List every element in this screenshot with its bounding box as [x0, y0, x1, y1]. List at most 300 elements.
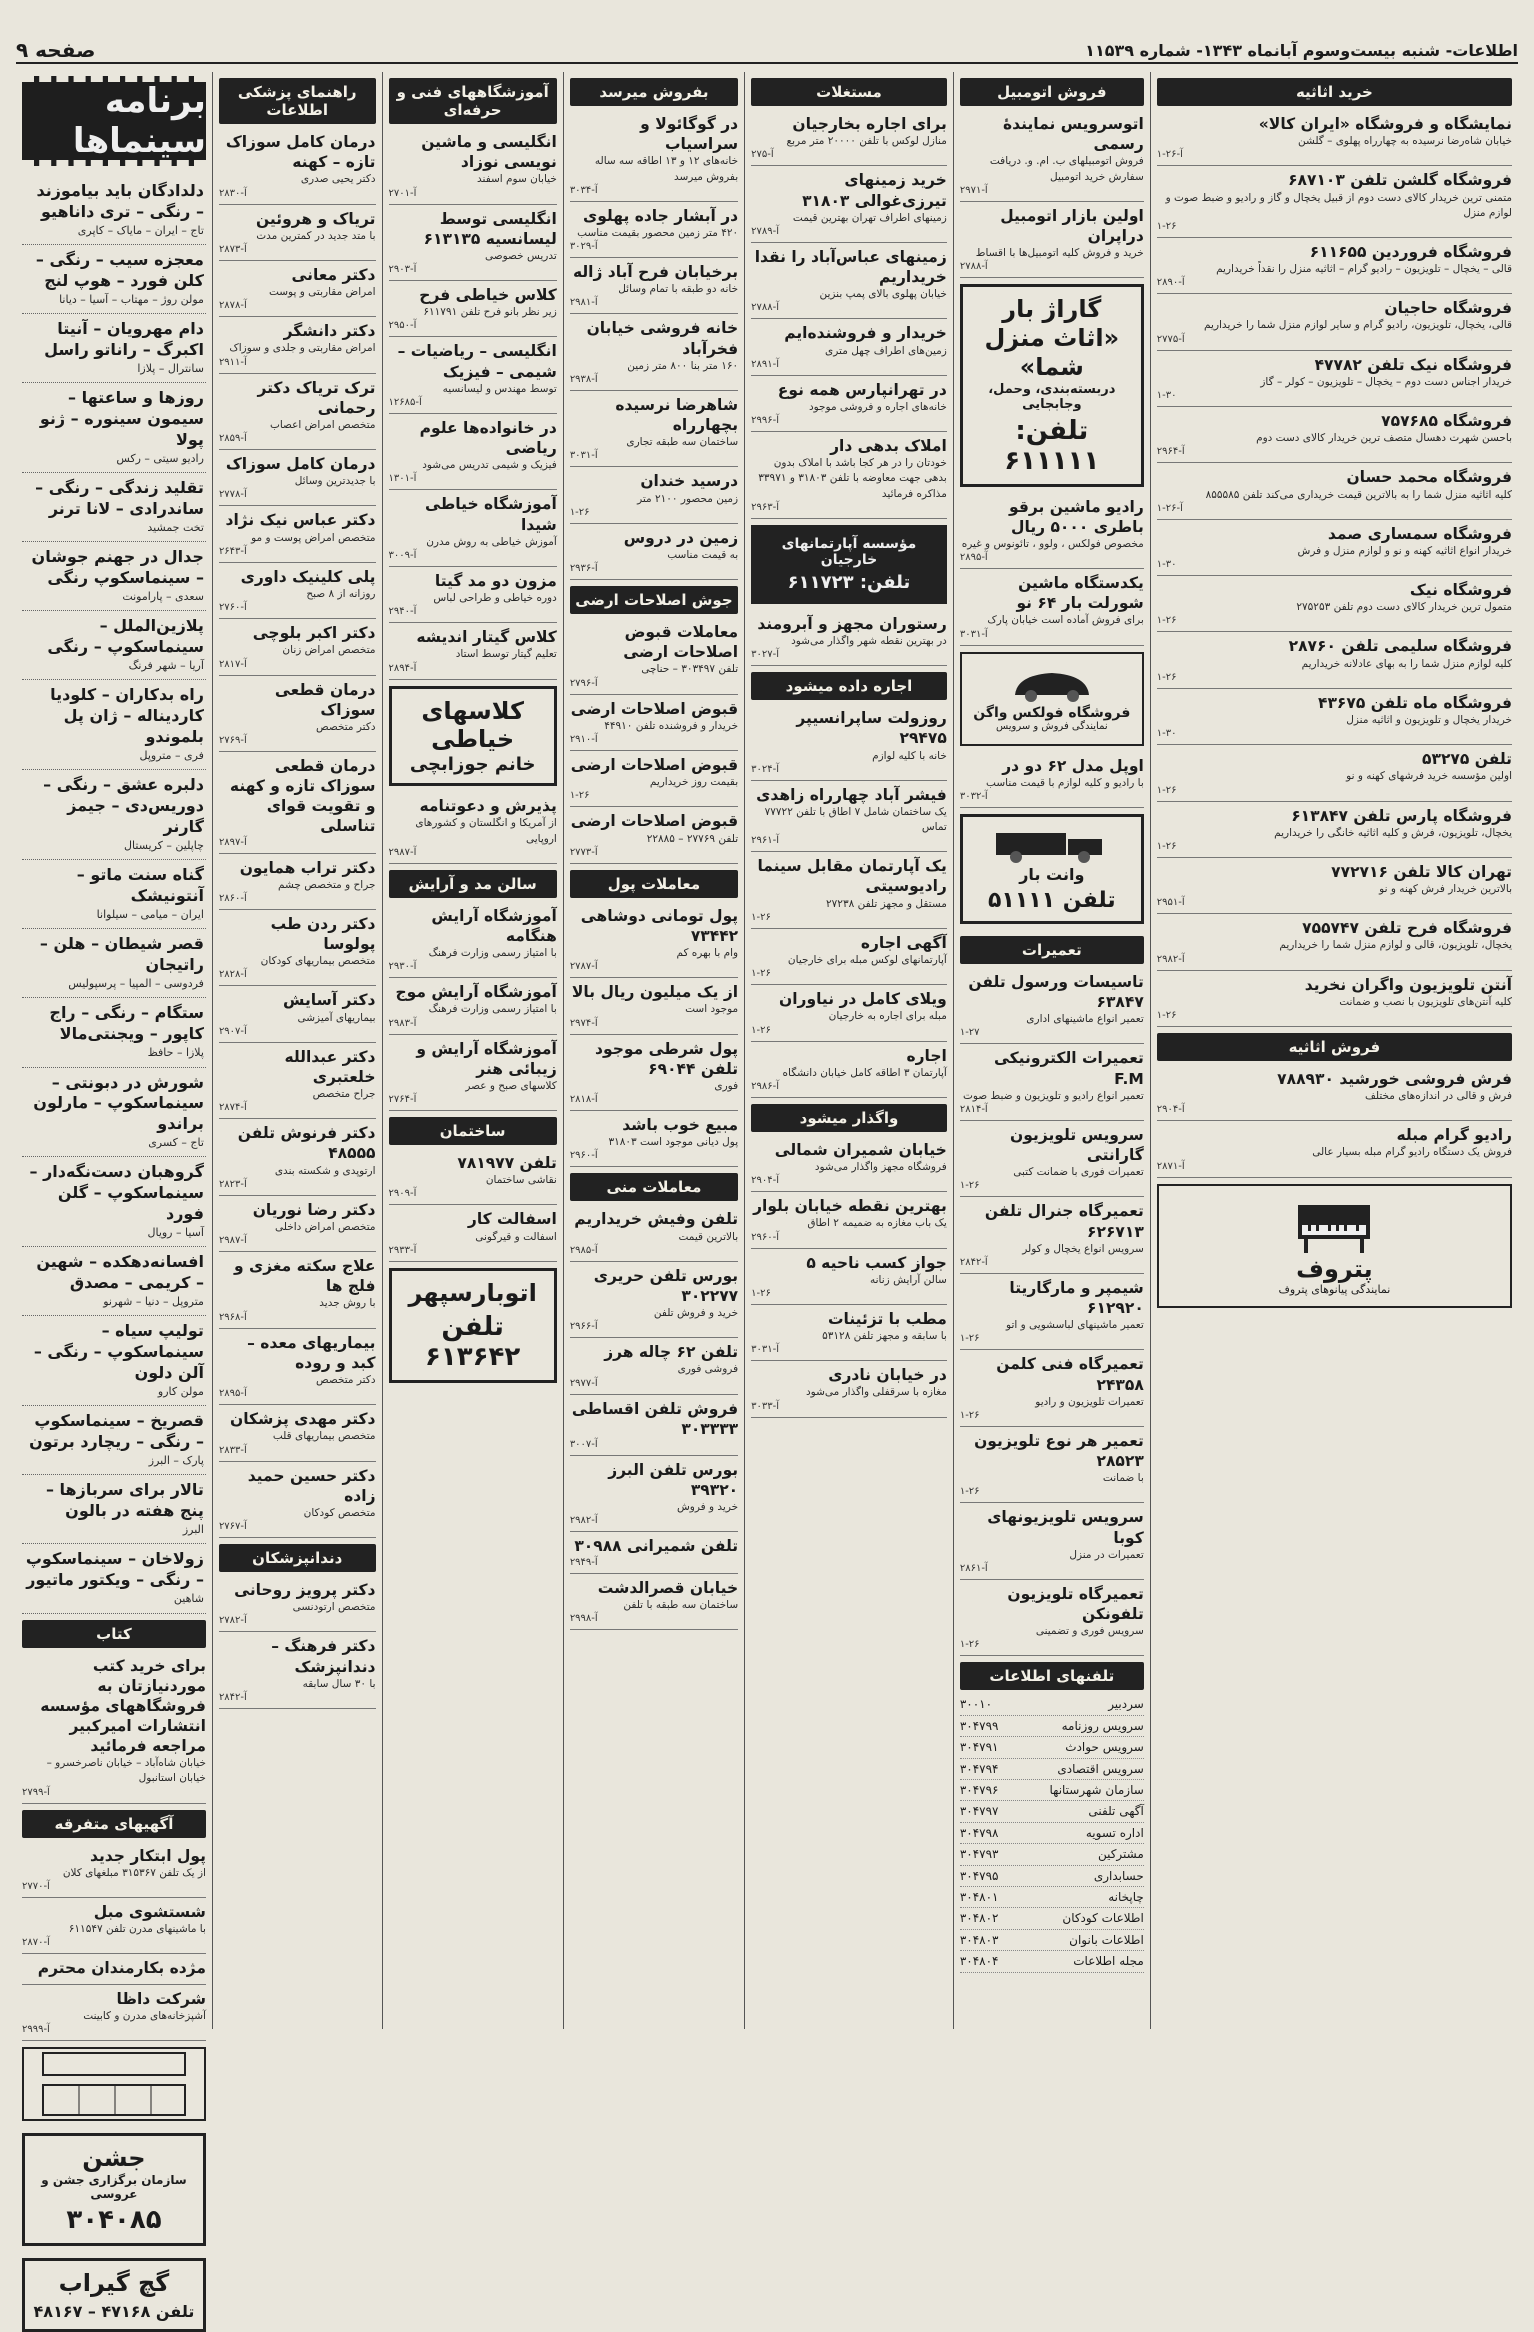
- ad-body: خیابان پهلوی بالای پمپ بنزین: [819, 288, 947, 301]
- ad-title: شیمپر و مارگاریتا ۶۱۲۹۲۰: [1009, 1278, 1144, 1318]
- ad-code: آ-۲۷۰۱: [388, 187, 417, 199]
- ad-body: با روش جدید: [319, 1297, 376, 1310]
- classified-ad: [1157, 463, 1512, 519]
- classified-ad: [570, 1111, 738, 1167]
- classified-ad: [751, 704, 947, 781]
- ad-body: امراض مقاربتی و جلدی و سوزاک: [229, 342, 376, 355]
- ad-code: آ-۲۸۷۳: [218, 243, 247, 255]
- ad-body: باحسن شهرت دهسال متصف ترین خریدار کالای دست دوم: [1256, 432, 1512, 445]
- ad-code: آ-۲۸۶۰: [218, 892, 247, 904]
- ad-title: تلفن ۶۲ چاله هرز: [604, 1343, 739, 1362]
- ad-code: آ-۲۸۹۵: [959, 552, 988, 564]
- classified-ad: [960, 493, 1144, 570]
- ad-title: زمینهای عباس‌آباد را نقدا خریداریم: [754, 247, 947, 286]
- ad-title: فروشگاه حاجیان: [1384, 299, 1512, 318]
- ad-body: زمینهای اطراف تهران بهترین قیمت: [792, 211, 947, 224]
- ad-body: ۴۲۰ متر زمین محصور بقیمت مناسب: [577, 226, 739, 239]
- ad-code: آ-۲۹۱۱: [218, 356, 247, 368]
- section-head-transfer: واگذار میشود: [751, 1104, 947, 1132]
- ad-title: انگلیسی و ماشین نویسی نوزاد: [421, 133, 557, 172]
- cinema-listing: [22, 770, 206, 860]
- ad-body: بقیمت روز خریداریم: [649, 776, 739, 789]
- ad-code: آ-۲۷۹۹: [21, 1786, 50, 1798]
- ad-body: سرویس انواع یخچال و کولر: [1022, 1242, 1144, 1255]
- ad-code: ۱-۲۶: [1156, 220, 1177, 232]
- ad-code: آ-۲۹۸۷: [388, 846, 417, 858]
- classified-ad: [751, 1136, 947, 1192]
- classified-ad: [960, 1274, 1144, 1351]
- ad-list: [389, 902, 557, 1111]
- classified-ad: [389, 1149, 557, 1205]
- cinema-listing: [22, 1544, 206, 1613]
- section-head-construction: ساختمان: [389, 1117, 557, 1145]
- classified-ad: [960, 569, 1144, 646]
- ad-title: درسید خندان: [640, 472, 739, 491]
- ad-title: خرید زمینهای تیرزی‌غوالی ۳۱۸۰۳: [802, 171, 947, 210]
- classified-ad: [22, 1985, 206, 2041]
- ad-list: [751, 110, 947, 519]
- ad-title: درمان قطعی سوزاک: [274, 680, 376, 719]
- phone-row: [960, 1759, 1144, 1780]
- ad-code: آ-۳۰۳۴: [569, 184, 598, 196]
- ad-title: درمان کامل سوزاک تازه – کهنه: [225, 133, 376, 172]
- ad-list: [389, 128, 557, 680]
- ad-title: در تهرانپارس همه نوع: [777, 380, 947, 399]
- section-head-real-estate: مستغلات: [751, 78, 947, 106]
- cinema-listing: [22, 383, 206, 473]
- ad-body: بالاترین قیمت: [678, 1230, 739, 1243]
- ad-code: آ-۲۹۰۹: [388, 1188, 417, 1200]
- column-cinema: [16, 72, 212, 2321]
- ad-body: فروش اتومبیلهای ب. ام. و. دریافت سفارش خرید اتومبیل: [989, 155, 1144, 183]
- cinema-schedule: تاج – ایران – مایاک – کاپری: [77, 223, 204, 237]
- ad-title: فروشگاه سمساری صمد: [1327, 524, 1512, 543]
- phone-row: [960, 1823, 1144, 1844]
- ad-body: با جدیدترین وسائل: [294, 475, 376, 488]
- ad-code: آ-۱۳۰۱: [388, 473, 417, 485]
- banner-phone: تلفن ۴۷۱۶۸ – ۴۸۱۶۷: [33, 2301, 195, 2321]
- ad-code: ۱-۲۶: [1156, 615, 1177, 627]
- classified-ad: [960, 202, 1144, 279]
- ad-body: تعمیر انواع رادیو و تلویزیون و ضبط صوت: [962, 1089, 1144, 1102]
- section-head-buy-furniture: خرید اثاثیه: [1157, 78, 1512, 106]
- ad-code: آ-۲۷۷۸: [218, 489, 247, 501]
- ad-title: دکتر تراب همایون: [239, 858, 376, 877]
- phone-label: سردبیر: [1108, 1697, 1144, 1712]
- classified-ad: [1157, 1065, 1512, 1121]
- ad-code: آ-۲۸۲۸: [218, 969, 247, 981]
- ad-body: تلفن ۲۷۷۶۹ – ۲۲۸۸۵: [646, 832, 739, 845]
- film-title: دلبره عشق – رنگی – دوریس‌دی – جیمز گارنر: [43, 775, 204, 836]
- phone-number: ۳۰۴۷۹۹: [959, 1718, 999, 1733]
- ad-body: فروشی فوری: [677, 1363, 739, 1376]
- classified-ad: [219, 1462, 376, 1539]
- banner-phone: تلفن ۶۱۳۶۴۲: [425, 1311, 521, 1372]
- phone-label: مجله اطلاعات: [1073, 1954, 1144, 1969]
- ad-body: با رادیو و کلیه لوازم با قیمت مناسب: [986, 776, 1144, 789]
- classified-ad: [389, 1035, 557, 1112]
- vw-subtitle: نمایندگی فروش و سرویس: [995, 721, 1108, 733]
- ad-body: آپارتمان ۳ اطاقه کامل خیابان دانشگاه: [782, 1066, 947, 1079]
- ad-body: بالاترین خریدار فرش کهنه و نو: [1379, 883, 1512, 896]
- ad-body: تعمیر انواع ماشینهای اداری: [1026, 1013, 1144, 1026]
- ad-code: آ-۲۹۸۶: [751, 1080, 779, 1092]
- film-title: زولاخان – سینماسکوپ – رنگی – ویکتور ماتیور: [25, 1549, 204, 1590]
- ad-title: املاک بدهی دار: [830, 437, 947, 456]
- ad-title: ویلای کامل در نیاوران: [778, 990, 947, 1009]
- cinema-listing: [22, 542, 206, 611]
- volkswagen-car-icon: [1007, 665, 1097, 705]
- classified-ad: [751, 1042, 947, 1098]
- classified-ad: [219, 261, 376, 317]
- phone-number: ۳۰۴۸۰۴: [959, 1954, 999, 1969]
- pickup-truck-banner: [960, 814, 1144, 924]
- banner-title: اتوبارسپهر: [408, 1278, 537, 1307]
- classified-ad: [219, 1632, 376, 1709]
- ad-title: آموزشگاه آرایش و زیبائی هنر: [416, 1039, 557, 1078]
- film-title: راه بدکاران – کلودیا کاردیناله – ژان پل بلموندو: [50, 685, 204, 747]
- classified-ad: [1157, 745, 1512, 801]
- ad-body: خودتان را در هر کجا باشد با املاک بدون بدهی جهت معاوضه با تلفن ۳۱۸۰۳ و ۳۳۹۷۱ مذاکره فرمائید: [758, 457, 947, 500]
- phone-row: [960, 1737, 1144, 1758]
- ad-list: [1157, 110, 1512, 1027]
- ad-body: دوره خیاطی و طراحی لباس: [433, 592, 557, 604]
- ad-title: اجاره: [906, 1046, 947, 1065]
- classified-ad: [570, 110, 738, 202]
- phone-number: ۳۰۴۷۹۵: [959, 1868, 999, 1883]
- ad-title: شستشوی مبل: [93, 1903, 206, 1922]
- film-title: قصر شیطان – هلن – راتیجان: [39, 934, 204, 975]
- ad-title: انگلیسی – ریاضیات – شیمی – فیزیک: [397, 342, 557, 381]
- phone-number: ۳۰۴۸۰۱: [959, 1889, 999, 1904]
- section-head-books: کتاب: [22, 1620, 206, 1648]
- volkswagen-ad: [960, 652, 1144, 746]
- cinema-listing: [22, 245, 206, 314]
- ad-body: آشپزخانه‌های مدرن و کابینت: [83, 2009, 206, 2022]
- ad-title: شرکت داظا: [116, 1989, 206, 2008]
- classified-ad: [751, 110, 947, 166]
- classified-ad: [389, 281, 557, 337]
- classified-ad: [570, 258, 738, 314]
- banner-phone: تلفن: ۶۱۱۷۲۳: [787, 571, 911, 593]
- ad-code: آ-۲۷۸۹: [751, 225, 779, 237]
- ad-body: متخصص امراض اعصاب: [269, 418, 376, 431]
- classified-ad: [751, 243, 947, 320]
- ad-title: شاهرضا نرسیده بچهارراه: [615, 395, 739, 435]
- ad-code: ۱-۲۶: [1156, 1009, 1177, 1021]
- ad-code: ۱-۲۶: [569, 506, 590, 518]
- ad-body: خیابان سوم اسفند: [477, 173, 557, 186]
- classified-ad: [570, 695, 738, 751]
- ad-code: آ-۲۷۶۷: [218, 1521, 247, 1533]
- ad-body: قالی، یخچال، تلویزیون، رادیو گرام و سایر لوازم منزل شما را خریداریم: [1204, 319, 1512, 332]
- ad-list: [570, 110, 738, 580]
- ad-title: بورس تلفن البرز ۳۹۳۲۰: [608, 1460, 739, 1500]
- ad-body: ارتوپدی و شکسته بندی: [274, 1164, 376, 1177]
- classified-ad: [22, 1954, 206, 1984]
- ad-code: آ-۲۹۹۹: [21, 2023, 50, 2035]
- classified-ad: [570, 1338, 738, 1394]
- film-title: گناه سنت ماتو – آنتونیشک: [76, 865, 204, 906]
- classified-ad: [219, 910, 376, 987]
- petrof-piano-ad: [1157, 1184, 1512, 1308]
- ad-body: متخصص ارتودنسی: [292, 1601, 376, 1614]
- ad-title: تعمیر هر نوع تلویزیون ۲۸۵۲۳: [974, 1431, 1144, 1471]
- classified-ad: [570, 314, 738, 391]
- ad-body: سالن آرایش زنانه: [870, 1273, 947, 1286]
- classified-ad: [751, 781, 947, 853]
- ad-code: آ-۲۹۳۶: [569, 563, 598, 575]
- ad-body: زیر نظر بانو فرح تلفن ۶۱۱۷۹۱: [423, 306, 557, 319]
- ad-body: دکتر متخصص: [315, 1373, 376, 1386]
- classified-ad: [1157, 520, 1512, 576]
- ad-title: یکدستگاه ماشین شورلت بار ۶۴ نو: [1016, 574, 1144, 613]
- ad-title: از یک میلیون ریال بالا: [571, 983, 739, 1002]
- classified-ad: [960, 1427, 1144, 1504]
- ad-title: قبوض اصلاحات ارضی: [570, 812, 739, 831]
- ad-title: فروشگاه نیک تلفن ۴۷۷۸۲: [1314, 355, 1512, 374]
- ad-body: مخصوص فولکس ، ولوو ، تائونوس و غیره: [961, 537, 1144, 550]
- phone-label: چاپخانه: [1108, 1889, 1144, 1904]
- classified-ad: [22, 1898, 206, 1954]
- ad-body: کلاسهای صبح و عصر: [465, 1079, 557, 1092]
- ad-body: قالی – یخچال – تلویزیون – رادیو گرام – اثاثیه منزل را نقداً خریداریم: [1216, 263, 1512, 276]
- cinema-schedule: پلازا – حافظ: [147, 1046, 204, 1060]
- ad-code: آ-۲۸۴۲: [959, 1256, 988, 1268]
- classified-ad: [570, 1205, 738, 1261]
- phone-number: ۳۰۴۷۹۸: [959, 1825, 999, 1840]
- truck-title: وانت بار: [1019, 864, 1085, 884]
- ad-code: آ-۲۹۸۱: [569, 297, 598, 309]
- ad-title: تاسیسات ورسول تلفن ۶۳۸۴۷: [968, 972, 1144, 1012]
- phone-label: سرویس روزنامه: [1061, 1718, 1144, 1733]
- ad-code: آ-۲۹۸۲: [569, 1515, 598, 1527]
- jashn-banner: [22, 2133, 206, 2246]
- ad-code: آ-۲۷۸۲: [218, 1615, 247, 1627]
- ad-code: آ-۲۷۸۸: [751, 302, 779, 314]
- ad-body: مبله برای اجاره به خارجیان: [828, 1010, 947, 1023]
- ad-body: خیابان شاه‌رضا نرسیده به چهارراه پهلوی – گلشن: [1297, 135, 1512, 148]
- ad-code: آ-۲۹۰۳: [388, 264, 417, 275]
- ad-body: با امتیاز رسمی وزارت فرهنگ: [428, 947, 557, 960]
- cinema-listing: [22, 1475, 206, 1544]
- ad-title: پول ابتکار جدید: [90, 1846, 206, 1865]
- ad-title: خانه فروشی خیابان فخرآباد: [586, 319, 739, 358]
- film-title: دلدادگان باید بیاموزند – رنگی – تری داناهیو: [36, 181, 204, 221]
- ad-body: زمین محصور ۲۱۰۰ متر: [637, 492, 739, 505]
- ad-code: آ-۲۶-۱: [1156, 502, 1183, 514]
- ad-title: معاملات قبوض اصلاحات ارضی: [623, 623, 739, 662]
- classified-ad: [570, 1532, 738, 1573]
- ad-title: جواز کسب ناحیه ۵: [806, 1253, 947, 1272]
- ad-code: آ-۲۹۶۱: [751, 835, 779, 847]
- classified-ad: [1157, 914, 1512, 970]
- ad-code: آ-۲۹۷۴: [569, 1017, 598, 1029]
- ad-body: تعمیر ماشینهای لباسشویی و اتو: [1006, 1319, 1144, 1332]
- cinema-program-header: برنامه سینماها: [22, 76, 206, 166]
- ad-code: آ-۲۸۶۱: [959, 1562, 988, 1574]
- classified-ad: [570, 1395, 738, 1456]
- section-head-car-sales: فروش اتومبیل: [960, 78, 1144, 106]
- ad-body: جراح متخصص: [312, 1088, 376, 1101]
- ad-body: زمین‌های اطراف چهل متری: [825, 344, 947, 357]
- ad-code: آ-۲۹۵۱: [1156, 897, 1185, 909]
- ad-code: آ-۲۷۶۹: [218, 735, 247, 747]
- classified-ad: [960, 1197, 1144, 1274]
- ad-body: تدریس خصوصی: [484, 249, 557, 262]
- phone-row: [960, 1951, 1144, 1972]
- classified-ad: [751, 376, 947, 432]
- film-title: ستگام – رنگی – راج کاپور – ویجنتی‌مالا: [49, 1003, 204, 1044]
- classified-ad: [960, 968, 1144, 1045]
- ad-title: اتوسرویس نمایندهٔ رسمی: [1003, 115, 1144, 154]
- cinema-listing: [22, 1406, 206, 1475]
- banner-title: گاراژ بار «اثاث منزل شما»: [984, 295, 1120, 381]
- ad-title: دکتر عباس نیک نژاد: [225, 511, 376, 530]
- ad-code: آ-۲۹۳۸: [569, 373, 598, 385]
- section-head-salon: سالن مد و آرایش: [389, 870, 557, 898]
- cinema-listing: [22, 473, 206, 542]
- ad-title: فروشگاه محمد حسان: [1346, 468, 1512, 487]
- ad-code: آ-۲۹۳۳: [388, 1244, 417, 1256]
- classified-ad: [1157, 971, 1512, 1027]
- ad-title: درمان کامل سوزاک: [225, 455, 376, 474]
- ad-title: آگهی اجاره: [860, 933, 947, 952]
- ad-title: فروشگاه نیک: [1409, 581, 1512, 600]
- classified-ad: [219, 1405, 376, 1461]
- ad-code: آ-۲۹۳۰: [388, 961, 417, 973]
- ad-code: آ-۲۹۸۵: [569, 1244, 598, 1256]
- ad-body: متمنی ترین خریدار کالای دست دوم از قبیل یخچال و گاز و رادیو و ضبط صوت و لوازم منزل: [1165, 191, 1512, 219]
- ad-title: اولین بازار اتومبیل دراپران: [1000, 206, 1144, 245]
- classified-ad: [1157, 110, 1512, 166]
- ad-code: آ-۲۷۸۷: [569, 961, 598, 973]
- classified-ad: [389, 1205, 557, 1261]
- classified-ad: [960, 110, 1144, 202]
- phone-label: اداره تسویه: [1085, 1825, 1144, 1840]
- classified-ad: [751, 852, 947, 929]
- classified-ad: [751, 1192, 947, 1248]
- classified-ad: [219, 374, 376, 451]
- ad-title: دکتر عبدالله خلعتبری: [284, 1047, 376, 1086]
- ad-code: آ-۲۹۰۷: [218, 1025, 247, 1037]
- ad-body: مستقل و مجهز تلفن ۲۷۲۳۸: [826, 897, 947, 910]
- film-title: تالار برای سربازها – پنج هفته در بالون: [45, 1480, 204, 1521]
- film-title: پلازین‌الملل – سینماسکوپ – رنگی: [47, 616, 204, 657]
- phone-number: ۳۰۴۷۹۳: [959, 1847, 999, 1862]
- ad-body: تعمیرات در منزل: [1069, 1548, 1144, 1561]
- ad-list: [219, 1576, 376, 1709]
- classified-ad: [219, 986, 376, 1042]
- ad-title: مژده بکارمندان محترم: [37, 1959, 206, 1978]
- classified-ad: [219, 1576, 376, 1632]
- cinema-listing: [22, 1068, 206, 1158]
- ad-body: مغازه با سرقفلی واگذار می‌شود: [805, 1386, 947, 1399]
- classified-ad: [570, 1574, 738, 1630]
- ad-code: آ-۲۹۷۱: [959, 184, 988, 196]
- ad-code: آ-۲۹۶۶: [569, 1321, 598, 1333]
- ad-body: با متد جدید در کمترین مدت: [256, 229, 376, 242]
- ad-list: [751, 610, 947, 666]
- ad-code: آ-۲۹۶۳: [751, 501, 779, 513]
- ad-code: آ-۲۹۸۲: [1156, 953, 1185, 965]
- classified-ad: [1157, 689, 1512, 745]
- ad-code: ۱-۲۶: [1156, 784, 1177, 796]
- ad-title: کلاس گیتار اندیشه: [416, 628, 557, 647]
- ad-body: امراض مقاربتی و پوست: [268, 286, 376, 298]
- ad-code: آ-۲۹۶۰: [569, 1150, 598, 1162]
- ad-body: خیابان شاه‌آباد – خیابان ناصرخسرو – خیابان استانبول: [46, 1757, 206, 1785]
- petrof-logo-text: پتروف: [1296, 1255, 1373, 1284]
- ad-code: ۱-۲۶: [959, 1409, 980, 1421]
- section-head-for-sale: بفروش میرسد: [570, 78, 738, 106]
- ad-title: رادیو ماشین برقو باطری ۵۰۰۰ ریال: [1009, 497, 1144, 536]
- classified-ad: [751, 1305, 947, 1361]
- classified-ad: [389, 978, 557, 1034]
- ad-body: توسط مهندس و لیسانسیه: [442, 382, 557, 395]
- ad-list: [751, 1136, 947, 1418]
- ad-code: آ-۲۷۶۰: [218, 602, 247, 614]
- phone-row: [960, 1930, 1144, 1951]
- classified-ad: [389, 205, 557, 282]
- book-ad: [22, 1652, 206, 1804]
- ad-title: فروشگاه ماه تلفن ۴۳۶۷۵: [1318, 693, 1512, 712]
- ad-code: آ-۲۸۹۱: [751, 358, 779, 370]
- phone-row: [960, 1887, 1144, 1908]
- cinema-schedule: چاپلین – کریستال: [124, 838, 204, 852]
- classified-ad: [1157, 351, 1512, 407]
- classified-ad: [751, 1361, 947, 1417]
- ad-title: خریدار و فروشنده‌ایم: [784, 324, 947, 343]
- truck-icon: [992, 825, 1112, 865]
- ad-list: [22, 1842, 206, 2041]
- phone-label: اطلاعات بانوان: [1069, 1932, 1144, 1947]
- ad-list: [389, 1149, 557, 1262]
- ad-title: دکتر رضا نوریان: [252, 1200, 376, 1219]
- ad-code: آ-۲۷۵: [751, 149, 774, 161]
- ad-title: رادیو گرام مبله: [1396, 1126, 1512, 1145]
- ad-title: دکتر آسایش: [283, 991, 376, 1010]
- ad-title: قبوض اصلاحات ارضی: [570, 699, 739, 718]
- ad-code: آ-۳۰۳۱: [751, 1344, 779, 1356]
- ad-title: دکتر حسین حمید زاده: [247, 1466, 376, 1505]
- classified-ad: [219, 854, 376, 910]
- ad-title: تعمیرگاه تلویزیون تلفونکن: [1007, 1584, 1144, 1624]
- cinema-schedule: آریا – شهر فرنگ: [128, 658, 204, 672]
- classified-ad: [219, 752, 376, 854]
- classified-ad: [389, 128, 557, 205]
- section-head-sell-furniture: فروش اثاثیه: [1157, 1033, 1512, 1061]
- phone-number: ۳۰۴۸۰۳: [959, 1932, 999, 1947]
- ad-code: آ-۲۷۶۴: [388, 1094, 417, 1106]
- classified-ad: [1157, 802, 1512, 858]
- ad-code: ۱-۲۷: [959, 1027, 980, 1039]
- classified-ad: [389, 337, 557, 414]
- classified-ad: [219, 1196, 376, 1252]
- cinema-listing: [22, 860, 206, 929]
- classified-ad: [219, 676, 376, 753]
- ad-body: خانه‌های ۱۲ و ۱۳ اطاقه سه ساله بفروش میرسد: [594, 155, 739, 183]
- classified-ad: [570, 391, 738, 468]
- petrof-subtitle: نمایندگی پیانوهای پتروف: [1278, 1283, 1391, 1297]
- ad-body: خرید و فروش کلیه اتومبیل‌ها با اقساط: [975, 247, 1144, 259]
- ad-code: ۱-۲۶: [751, 1287, 771, 1299]
- cinema-schedule: البرز: [182, 1522, 204, 1536]
- ad-code: آ-۲۹۶۰: [751, 1231, 779, 1243]
- ad-body: تعلیم گیتار توسط استاد: [455, 648, 557, 661]
- ad-body: در بهترین نقطه شهر واگذار می‌شود: [791, 635, 947, 648]
- ad-title: فروشگاه فروردین ۶۱۱۶۵۵: [1309, 242, 1512, 261]
